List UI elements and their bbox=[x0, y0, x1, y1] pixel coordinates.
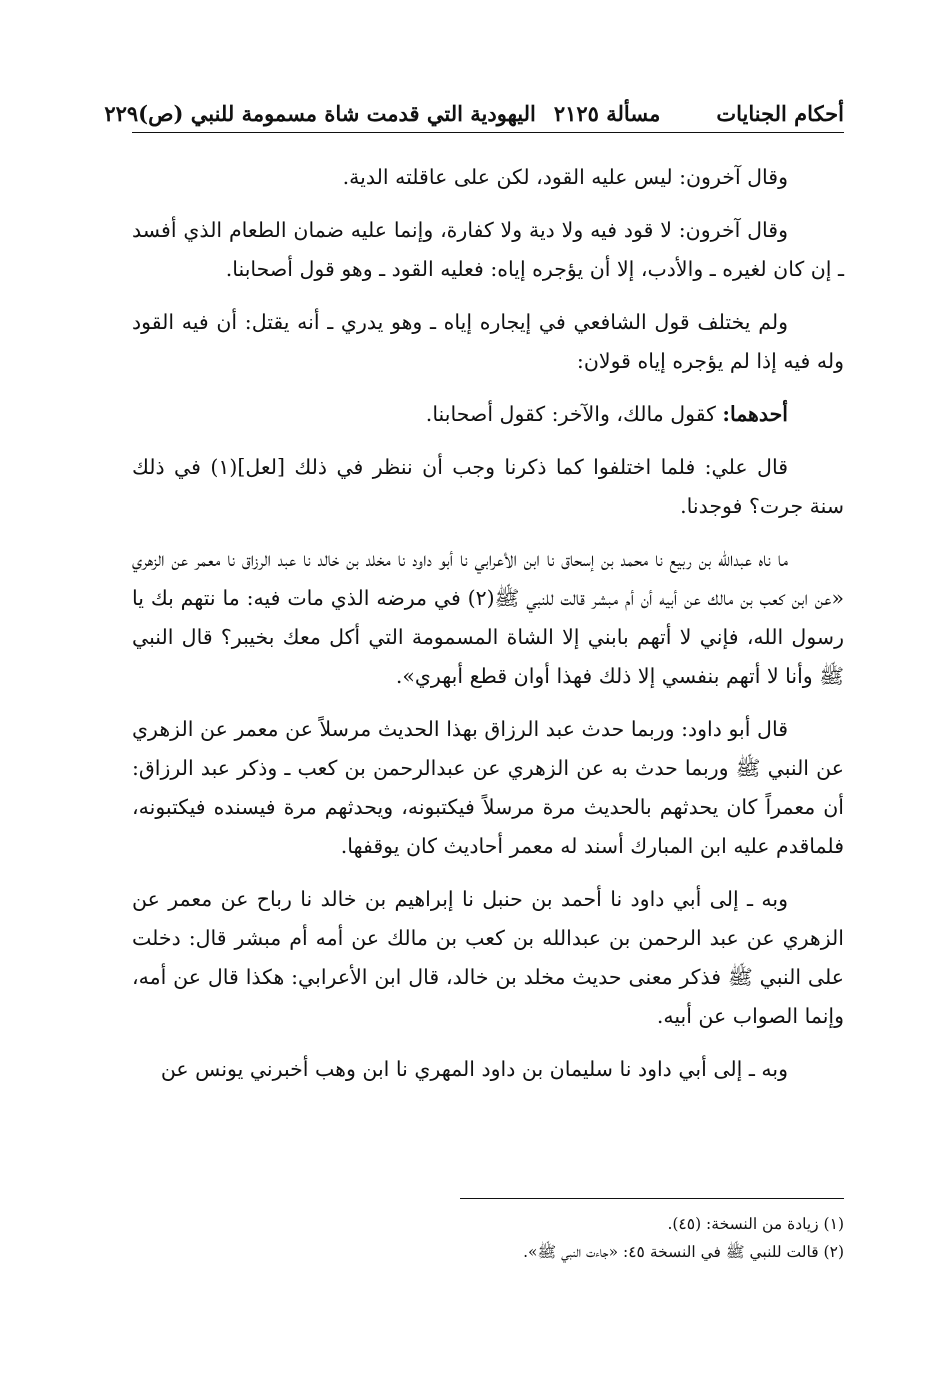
header-divider bbox=[132, 132, 844, 133]
paragraph: قال أبو داود: وربما حدث عبد الرزاق بهذا الحديث مرسلاً عن معمر عن الزهري عن النبي ﷺ وربما حدث به عن الزهري عن عبدالرحمن بن كعب ـ وذكر عبد الرزاق: أن معمراً كان يحدثهم بالحديث مرة مرسلاً فيكتبونه، ويحدثهم مرة فيسنده فيكتبونه، فلماقدم عليه ابن المبارك أسند له معمر أحاديث كان يوقفها. bbox=[132, 717, 844, 858]
page-number: ٢٢٩ bbox=[104, 100, 139, 126]
main-text bbox=[132, 158, 844, 1103]
paragraph: ولم يختلف قول الشافعي في إيجاره إياه ـ وهو يدري ـ أنه يقتل: أن فيه القود وله فيه إذا لم يؤجره إياه قولان: bbox=[132, 310, 844, 373]
issue-number: مسألة ٢١٢٥ bbox=[553, 100, 661, 126]
running-header bbox=[104, 96, 844, 130]
chapter-topic: اليهودية التي قدمت شاة مسمومة للنبي (ص) bbox=[138, 100, 536, 126]
paragraph: قال علي: فلما اختلفوا كما ذكرنا وجب أن ننظر في ذلك [لعل](١) في ذلك سنة جرت؟ فوجدنا. bbox=[132, 455, 844, 518]
paragraph: أحدهما: كقول مالك، والآخر: كقول أصحابنا. bbox=[425, 402, 788, 426]
paragraph: ما ناه عبدالله بن ربيع نا محمد بن إسحاق نا ابن الأعرابي نا أبو داود نا مخلد بن خالد نا عبد الرزاق نا معمر عن الزهري «عن ابن كعب بن مالك عن أبيه أن أم مبشر قالت للنبي ﷺ(٢) في مرضه الذي مات فيه: ما نتهم بك يا رسول الله، فإني لا أتهم بابني إلا الشاة المسمومة التي أكل معك بخيبر؟ قال النبي ﷺ وأنا لا أتهم بنفسي إلا ذلك فهذا أوان قطع أبهري». bbox=[132, 547, 844, 688]
bold-lead: أحدهما: bbox=[722, 402, 788, 426]
paragraph: وقال آخرون: ليس عليه القود، لكن على عاقلته الدية. bbox=[342, 165, 788, 189]
footnotes bbox=[132, 1210, 844, 1266]
paragraph: وبه ـ إلى أبي داود نا سليمان بن داود المهري نا ابن وهب أخبرني يونس عن bbox=[160, 1057, 788, 1081]
paragraph: وبه ـ إلى أبي داود نا أحمد بن حنبل نا إبراهيم بن خالد نا رباح عن معمر عن الزهري عن عبد الرحمن بن عبدالله بن كعب بن مالك عن أمه أم مبشر قال: دخلت على النبي ﷺ فذكر معنى حديث مخلد بن خالد، قال ابن الأعرابي: هكذا قال عن أمه، وإنما الصواب عن أبيه. bbox=[132, 887, 844, 1028]
footnote-2: (٢) قالت للنبي ﷺ في النسخة ٤٥: «جاءت النبي ﷺ». bbox=[523, 1243, 844, 1261]
footnote-divider bbox=[460, 1198, 844, 1199]
book-page bbox=[104, 96, 844, 1296]
book-title: أحكام الجنايات bbox=[716, 100, 844, 126]
footnote-1: (١) زيادة من النسخة: (٤٥). bbox=[667, 1215, 844, 1233]
paragraph: وقال آخرون: لا قود فيه ولا دية ولا كفارة، وإنما عليه ضمان الطعام الذي أفسد ـ إن كان لغيره ـ والأدب، إلا أن يؤجره إياه: فعليه القود ـ وهو قول أصحابنا. bbox=[132, 218, 844, 281]
